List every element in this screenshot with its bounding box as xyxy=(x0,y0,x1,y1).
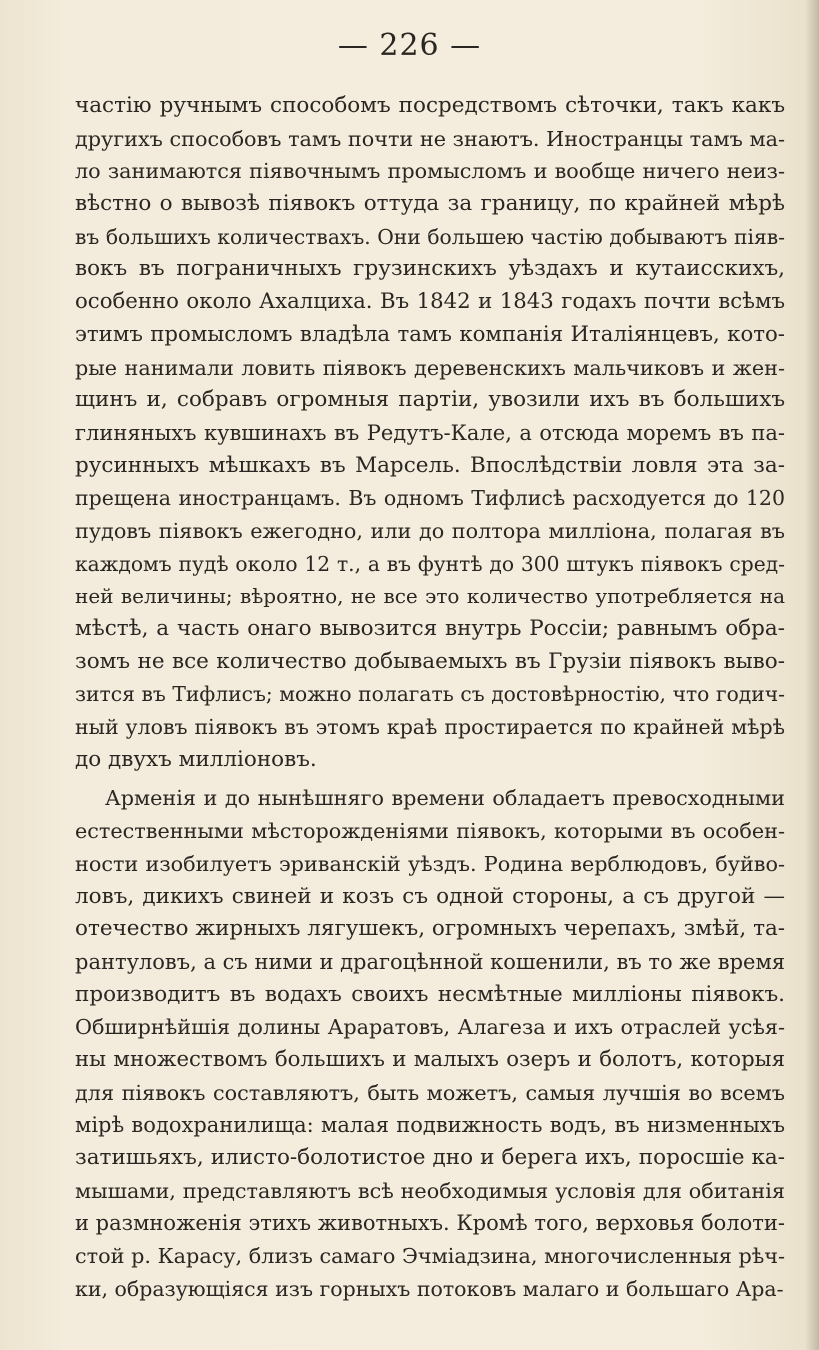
text-line: пудовъ піявокъ ежегодно, или до полтора милліона, полагая въ xyxy=(75,518,785,543)
page-edge-shadow xyxy=(805,0,819,1350)
text-line: другихъ способовъ тамъ почти не знаютъ. Иностранцы тамъ ма- xyxy=(75,126,785,151)
text-line: ки, образующіяся изъ горныхъ потоковъ малаго и большаго Ара- xyxy=(75,1276,784,1301)
text-line: до двухъ милліоновъ. xyxy=(75,746,317,772)
text-line: мѣстѣ, а часть онаго вывозится внутрь Россіи; равнымъ обра- xyxy=(75,616,785,641)
text-line: ны множествомъ большихъ и малыхъ озеръ и болотъ, которыя xyxy=(75,1046,785,1072)
body-text xyxy=(75,90,785,1305)
text-line: производитъ въ водахъ своихъ несмѣтные милліоны піявокъ. xyxy=(75,981,785,1007)
text-line: русинныхъ мѣшкахъ въ Марсель. Впослѣдствіи ловля эта за- xyxy=(75,452,785,478)
text-line: для піявокъ составляютъ, быть можетъ, самыя лучшія во всемъ xyxy=(75,1080,785,1105)
text-line: стой р. Карасу, близъ самаго Эчміадзина, многочисленныя рѣч- xyxy=(75,1244,785,1269)
text-line: въ большихъ количествахъ. Они большею частію добываютъ піяв- xyxy=(75,224,785,249)
text-line: каждомъ пудѣ около 12 т., а въ фунтѣ до 300 штукъ піявокъ сред- xyxy=(75,551,785,576)
text-line: этимъ промысломъ владѣла тамъ компанія Италіянцевъ, кото- xyxy=(75,321,785,347)
text-line: ней величины; вѣроятно, не все это количество употребляется на xyxy=(75,584,785,609)
text-line: вѣстно о вывозѣ піявокъ оттуда за границу, по крайней мѣрѣ xyxy=(75,191,785,217)
text-line: естественными мѣсторожденіями піявокъ, которыми въ особен- xyxy=(75,819,785,844)
text-line: ный уловъ піявокъ въ этомъ краѣ простирается по крайней мѣрѣ xyxy=(75,715,785,740)
text-line: рантуловъ, а съ ними и драгоцѣнной кошенили, въ то же время xyxy=(75,949,786,974)
text-line: щинъ и, собравъ огромныя партіи, увозили ихъ въ большихъ xyxy=(75,387,785,413)
page-number: — 226 — xyxy=(337,28,482,63)
text-line: затишьяхъ, илисто-болотистое дно и берега ихъ, поросшіе ка- xyxy=(75,1145,785,1170)
text-line: зомъ не все количество добываемыхъ въ Грузіи піявокъ выво- xyxy=(75,648,785,674)
text-line: прещена иностранцамъ. Въ одномъ Тифлисѣ расходуется до 120 xyxy=(75,486,785,511)
text-line: ности изобилуетъ эриванскій уѣздъ. Родина верблюдовъ, буйво- xyxy=(75,851,785,876)
text-line: Арменія и до нынѣшняго времени обладаетъ превосходными xyxy=(105,786,785,811)
text-line: Обширнѣйшія долины Араратовъ, Алагеза и ихъ отраслей усѣя- xyxy=(75,1015,785,1040)
paragraph xyxy=(75,90,785,776)
text-line: отечество жирныхъ лягушекъ, огромныхъ черепахъ, змѣй, та- xyxy=(75,916,786,942)
text-line: ловъ, дикихъ свиней и козъ съ одной стороны, а съ другой — xyxy=(75,883,785,909)
text-line: мірѣ водохранилища: малая подвижность водъ, въ низменныхъ xyxy=(75,1113,785,1138)
text-line: глиняныхъ кувшинахъ въ Редутъ-Кале, а отсюда моремъ въ па- xyxy=(75,420,785,445)
paragraph xyxy=(75,782,785,1305)
text-line: особенно около Ахалциха. Въ 1842 и 1843 годахъ почти всѣмъ xyxy=(75,289,785,315)
text-line: частію ручнымъ способомъ посредствомъ сѣточки, такъ какъ xyxy=(75,93,785,118)
text-line: рые нанимали ловить піявокъ деревенскихъ мальчиковъ и жен- xyxy=(75,355,785,380)
text-line: мышами, представляютъ всѣ необходимыя условія для обитанія xyxy=(75,1178,785,1203)
text-line: зится въ Тифлисъ; можно полагать съ достовѣрностію, что годич- xyxy=(75,682,785,707)
text-line: вокъ въ пограничныхъ грузинскихъ уѣздахъ и кутаисскихъ, xyxy=(75,256,785,282)
text-line: и размноженія этихъ животныхъ. Кромѣ того, верховья болоти- xyxy=(75,1211,785,1236)
text-line: ло занимаются піявочнымъ промысломъ и вообще ничего неиз- xyxy=(75,159,785,184)
